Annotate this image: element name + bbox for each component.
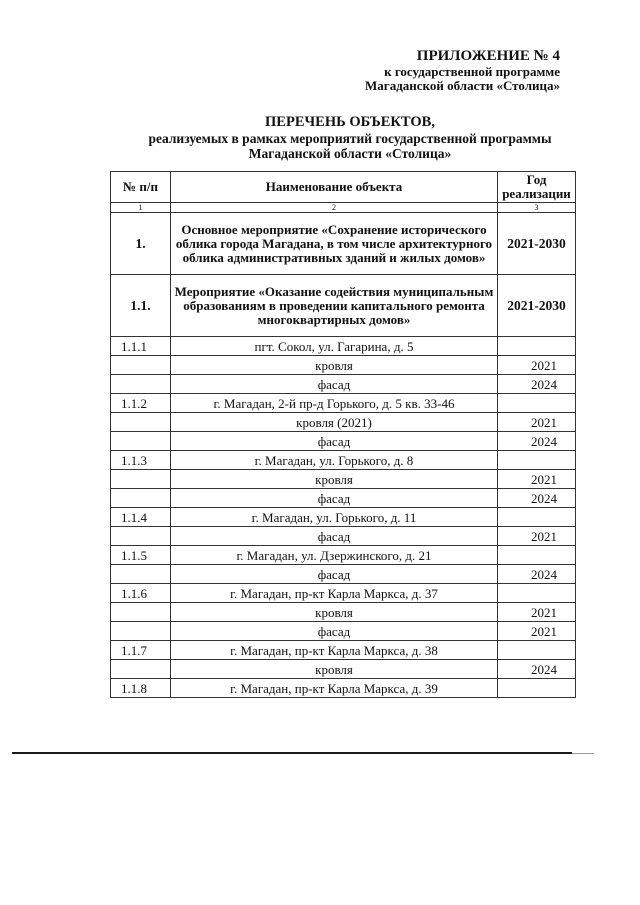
row-year: 2024 (498, 489, 576, 508)
table-row (111, 451, 576, 470)
row-name: кровля (171, 603, 498, 622)
row-num (111, 470, 171, 489)
row-num (111, 375, 171, 394)
row-name: фасад (171, 489, 498, 508)
row-year: 2024 (498, 660, 576, 679)
section-name: Основное мероприятие «Сохранение исторического облика города Магадана, в том числе архитектурного облика административных зданий и жилых домов» (171, 213, 498, 275)
section-num: 1. (111, 213, 171, 275)
row-year: 2024 (498, 432, 576, 451)
row-num (111, 356, 171, 375)
header-name: Наименование объекта (171, 172, 498, 203)
table-row (111, 546, 576, 565)
row-year: 2021 (498, 527, 576, 546)
row-year (498, 584, 576, 603)
column-number-3: 3 (498, 203, 576, 213)
row-name: пгт. Сокол, ул. Гагарина, д. 5 (171, 337, 498, 356)
table-row (111, 413, 576, 432)
row-year (498, 679, 576, 698)
table-row (111, 394, 576, 413)
row-name: г. Магадан, ул. Горького, д. 11 (171, 508, 498, 527)
heading-line-2: Магаданской области «Столица» (248, 146, 452, 161)
row-num: 1.1.7 (111, 641, 171, 660)
table-row (111, 432, 576, 451)
column-number-row (111, 203, 576, 213)
table-row (111, 337, 576, 356)
section-year: 2021-2030 (498, 275, 576, 337)
document-heading (100, 113, 600, 161)
row-name: кровля (171, 470, 498, 489)
table-row (111, 603, 576, 622)
table-row (111, 356, 576, 375)
table-header-row (111, 172, 576, 203)
heading-title: ПЕРЕЧЕНЬ ОБЪЕКТОВ, (265, 114, 435, 130)
header-num: № п/п (111, 172, 171, 203)
row-year (498, 508, 576, 527)
section-row-main-event (111, 213, 576, 275)
row-year: 2021 (498, 356, 576, 375)
section-num: 1.1. (111, 275, 171, 337)
table-row (111, 622, 576, 641)
table-row (111, 527, 576, 546)
row-name: кровля (171, 356, 498, 375)
objects-table (110, 171, 576, 698)
row-num: 1.1.2 (111, 394, 171, 413)
row-year (498, 641, 576, 660)
row-year (498, 337, 576, 356)
row-year: 2024 (498, 565, 576, 584)
row-name: фасад (171, 375, 498, 394)
objects-table-body (111, 172, 576, 698)
table-row (111, 565, 576, 584)
row-name: кровля (2021) (171, 413, 498, 432)
section-name: Мероприятие «Оказание содействия муниципальным образованиям в проведении капитального ремонта многоквартирных домов» (171, 275, 498, 337)
bottom-rule-tail (572, 753, 594, 754)
row-year (498, 451, 576, 470)
row-num: 1.1.8 (111, 679, 171, 698)
table-row (111, 679, 576, 698)
column-number-1: 1 (111, 203, 171, 213)
appendix-line-1: к государственной программе (384, 64, 560, 79)
table-row (111, 508, 576, 527)
appendix-block (365, 47, 560, 93)
row-num: 1.1.5 (111, 546, 171, 565)
row-name: фасад (171, 432, 498, 451)
section-year: 2021-2030 (498, 213, 576, 275)
bottom-rule (12, 752, 572, 754)
row-num (111, 565, 171, 584)
row-year (498, 546, 576, 565)
row-num (111, 413, 171, 432)
header-year: Год реализации (498, 172, 576, 203)
row-name: г. Магадан, ул. Дзержинского, д. 21 (171, 546, 498, 565)
row-year (498, 394, 576, 413)
section-row-sub-event (111, 275, 576, 337)
table-row (111, 489, 576, 508)
row-num: 1.1.1 (111, 337, 171, 356)
row-year: 2021 (498, 470, 576, 489)
row-year: 2021 (498, 603, 576, 622)
row-num (111, 622, 171, 641)
row-name: г. Магадан, пр-кт Карла Маркса, д. 38 (171, 641, 498, 660)
row-num (111, 603, 171, 622)
appendix-line-2: Магаданской области «Столица» (365, 78, 560, 93)
row-name: фасад (171, 565, 498, 584)
row-num (111, 660, 171, 679)
row-num (111, 432, 171, 451)
row-name: г. Магадан, пр-кт Карла Маркса, д. 39 (171, 679, 498, 698)
row-num: 1.1.4 (111, 508, 171, 527)
row-name: г. Магадан, 2-й пр-д Горького, д. 5 кв. 33-46 (171, 394, 498, 413)
heading-line-1: реализуемых в рамках мероприятий государственной программы (148, 131, 552, 146)
appendix-title: ПРИЛОЖЕНИЕ № 4 (416, 48, 560, 64)
row-name: г. Магадан, ул. Горького, д. 8 (171, 451, 498, 470)
row-year: 2021 (498, 413, 576, 432)
column-number-2: 2 (171, 203, 498, 213)
row-year: 2024 (498, 375, 576, 394)
row-num: 1.1.6 (111, 584, 171, 603)
table-row (111, 641, 576, 660)
row-year: 2021 (498, 622, 576, 641)
row-num (111, 527, 171, 546)
table-row (111, 584, 576, 603)
row-name: кровля (171, 660, 498, 679)
row-name: фасад (171, 622, 498, 641)
row-name: г. Магадан, пр-кт Карла Маркса, д. 37 (171, 584, 498, 603)
table-row (111, 375, 576, 394)
table-row (111, 470, 576, 489)
row-name: фасад (171, 527, 498, 546)
table-row (111, 660, 576, 679)
row-num (111, 489, 171, 508)
row-num: 1.1.3 (111, 451, 171, 470)
